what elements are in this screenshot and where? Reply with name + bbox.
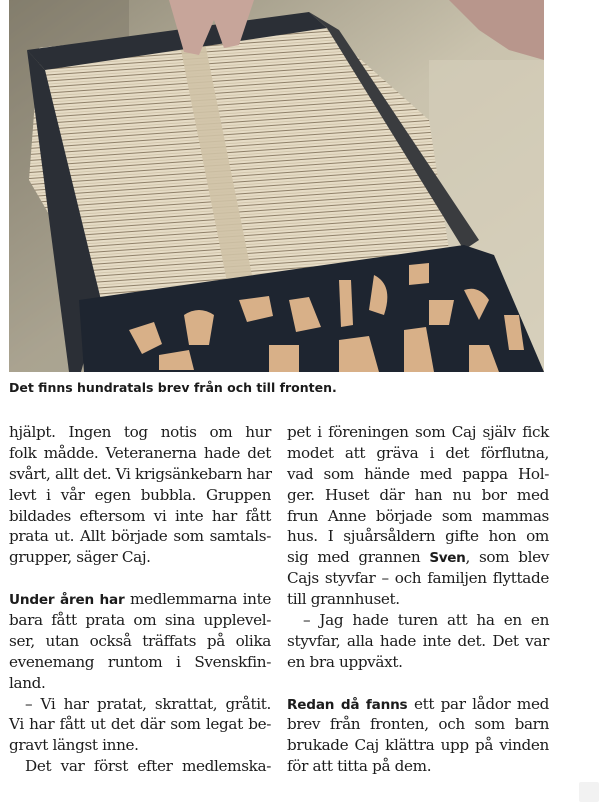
- text-line: evenemang runtom i Svenskfin-: [9, 652, 271, 671]
- text-line: modet att gräva i det förflutna,: [287, 443, 549, 462]
- text-line: bara fått prata om sina upplevel-: [9, 611, 271, 630]
- text-line: bildades eftersom vi inte har fått: [9, 506, 271, 525]
- paragraph-lead-line: Under åren har medlemmarna inte: [9, 590, 271, 609]
- text-line: brev från fronten, och som barn: [287, 715, 549, 734]
- paragraph-lead-line: Redan då fanns ett par lådor med: [287, 694, 549, 713]
- paragraph-lead: Redan då fanns: [287, 696, 408, 713]
- text-line-with-name: sig med grannen Sven, som blev: [287, 548, 549, 567]
- text-line: gravt längst inne.: [9, 736, 139, 755]
- text-line: land.: [9, 673, 46, 692]
- text-line: Vi har fått ut det där som legat be-: [9, 715, 271, 734]
- text-line: ser, utan också träffats på olika: [9, 631, 271, 650]
- page-corner-mark: [579, 782, 599, 802]
- text-line: folk mådde. Veteranerna hade det: [9, 443, 271, 462]
- text-line: levt i vår egen bubbla. Gruppen: [9, 485, 271, 504]
- text-line: brukade Caj klättra upp på vinden: [287, 736, 549, 755]
- text-line: pet i föreningen som Caj själv fick: [287, 423, 549, 441]
- article-column-left: [9, 422, 271, 777]
- text-line: hus. I sjuårsåldern gifte hon om: [287, 527, 549, 546]
- photo-caption: Det finns hundratals brev från och till fronten.: [9, 380, 337, 395]
- article-photo: [9, 0, 544, 372]
- quote-line: – Vi har pratat, skrattat, gråtit.: [25, 694, 271, 713]
- text-line: en bra uppväxt.: [287, 652, 403, 671]
- letters-box-photo: [9, 0, 544, 372]
- paragraph-lead: Under åren har: [9, 592, 125, 609]
- text-line: hjälpt. Ingen tog notis om hur: [9, 423, 271, 441]
- quote-line: – Jag hade turen att ha en en: [303, 611, 549, 630]
- article-column-right: [287, 422, 549, 777]
- text-line: prata ut. Allt började som samtals-: [9, 527, 271, 546]
- text-line: grupper, säger Caj.: [9, 548, 151, 567]
- text-line: till grannhuset.: [287, 590, 400, 609]
- text-line: Cajs styvfar – och familjen flyttade: [287, 569, 549, 588]
- text-line: ger. Huset där han nu bor med: [287, 485, 549, 504]
- text-line: vad som hände med pappa Hol-: [287, 464, 549, 483]
- text-line: frun Anne började som mammas: [287, 506, 549, 525]
- text-line: Det var först efter medlemska-: [25, 757, 271, 776]
- text-line: svårt, allt det. Vi krigsänkebarn har: [9, 464, 272, 483]
- text-line: för att titta på dem.: [287, 757, 432, 776]
- text-line: styvfar, alla hade inte det. Det var: [287, 631, 549, 650]
- bold-name: Sven: [429, 550, 466, 567]
